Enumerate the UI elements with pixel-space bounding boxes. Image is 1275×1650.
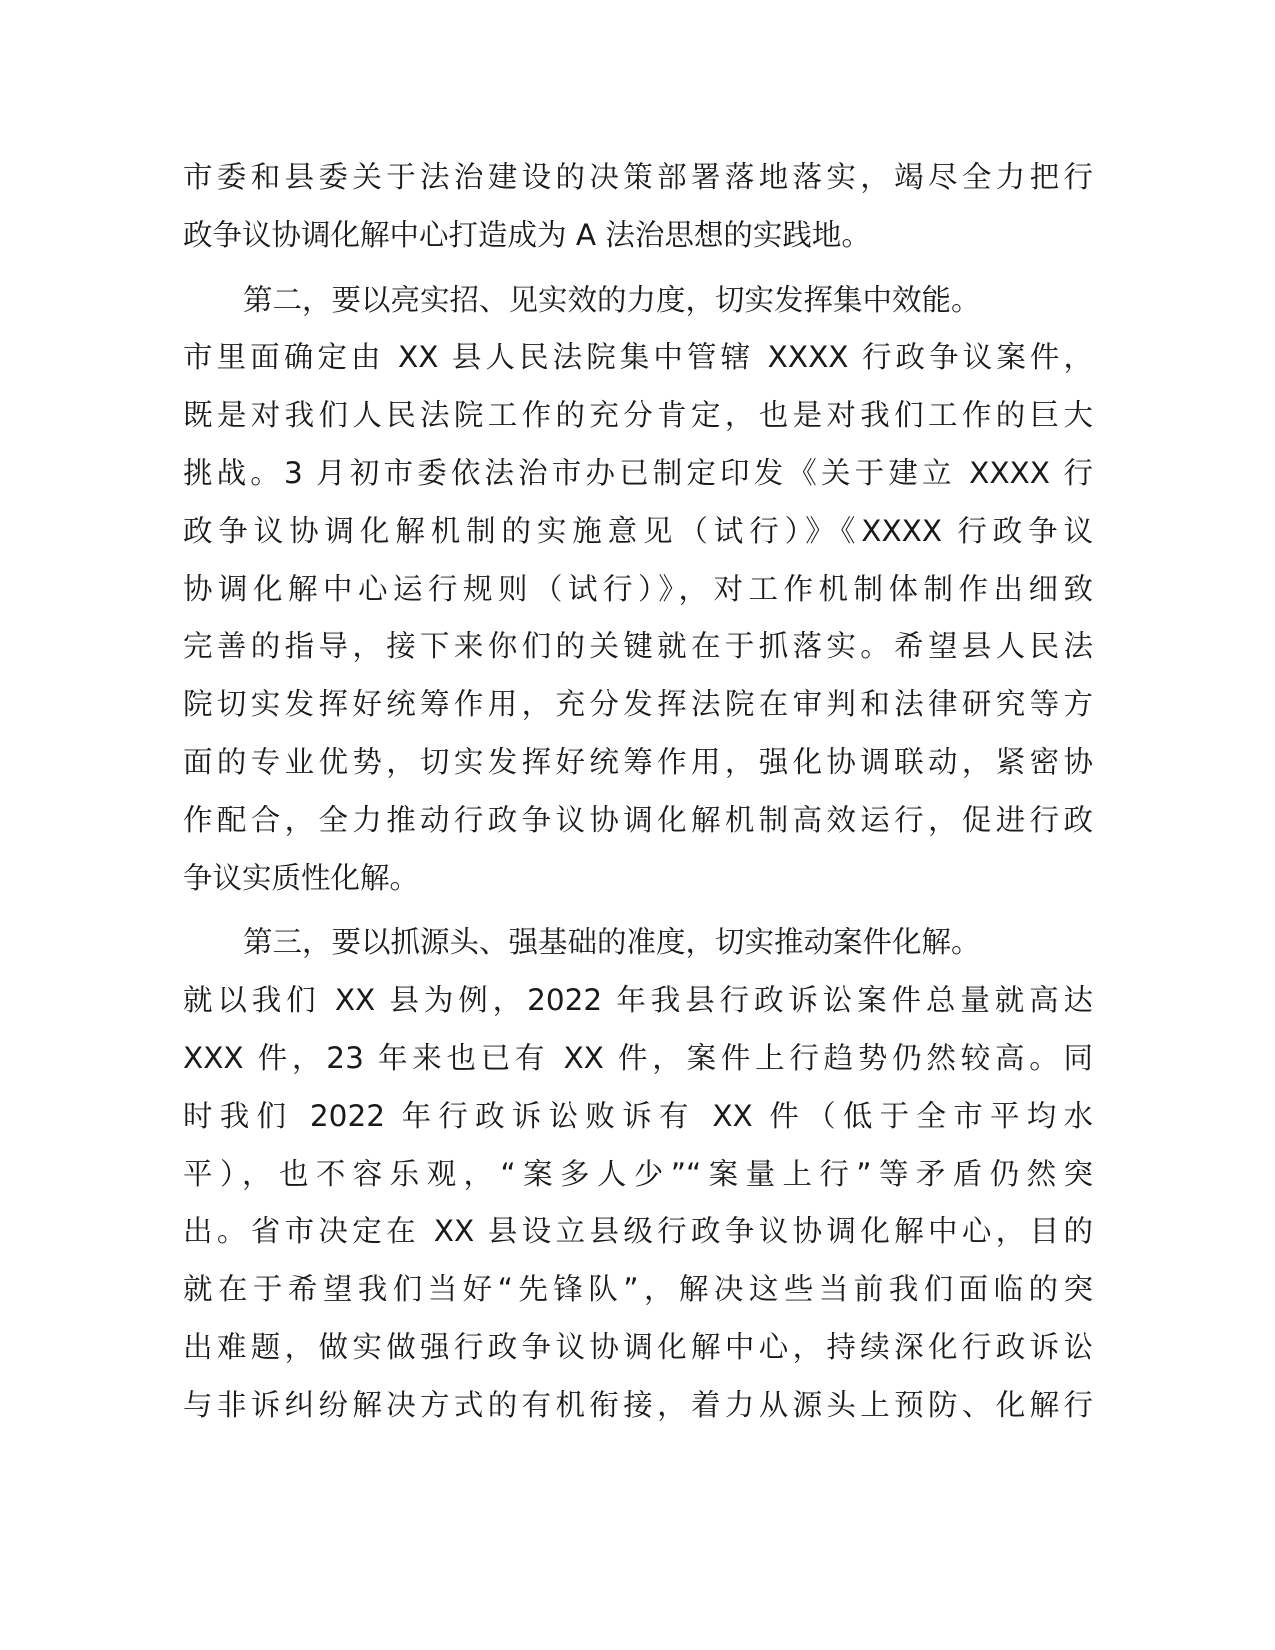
text-line: 市里面确定由 XX 县人民法院集中管辖 XXXX 行政争议案件，	[183, 340, 1093, 375]
text-line: 完善的指导，接下来你们的关键就在于抓落实。希望县人民法	[183, 629, 1093, 664]
text-line: 出。省市决定在 XX 县设立县级行政争议协调化解中心，目的	[183, 1214, 1093, 1249]
text-line: XXX 件，23 年来也已有 XX 件，案件上行趋势仍然较高。同	[183, 1040, 1093, 1075]
paragraph-2	[183, 272, 1093, 908]
text-line: 与非诉纠纷解决方式的有机衔接，着力从源头上预防、化解行	[183, 1387, 1093, 1422]
text-line: 协调化解中心运行规则（试行）》，对工作机制体制作出细致	[183, 571, 1093, 606]
text-line: 平），也不容乐观，“案多人少”“案量上行”等矛盾仍然突	[183, 1156, 1093, 1191]
text-line: 就在于希望我们当好“先锋队”，解决这些当前我们面临的突	[183, 1272, 1093, 1307]
text-line: 挑战。3 月初市委依法治市办已制定印发《关于建立 XXXX 行	[183, 455, 1093, 490]
text-line: 作配合，全力推动行政争议协调化解机制高效运行，促进行政	[183, 802, 1093, 837]
text-line: 争议实质性化解。	[183, 860, 420, 895]
text-line: 面的专业优势，切实发挥好统筹作用，强化协调联动，紧密协	[183, 744, 1093, 779]
text-line: 政争议协调化解机制的实施意见（试行）》《XXXX 行政争议	[183, 513, 1093, 548]
text-line: 政争议协调化解中心打造成为 A 法治思想的实践地。	[183, 217, 871, 252]
text-line: 出难题，做实做强行政争议协调化解中心，持续深化行政诉讼	[183, 1329, 1093, 1364]
document-body	[183, 149, 1093, 1435]
paragraph-1	[183, 149, 1093, 265]
text-line: 市委和县委关于法治建设的决策部署落地落实，竭尽全力把行	[183, 160, 1093, 194]
text-line: 就以我们 XX 县为例，2022 年我县行政诉讼案件总量就高达	[183, 983, 1093, 1018]
text-line: 院切实发挥好统筹作用，充分发挥法院在审判和法律研究等方	[183, 687, 1093, 722]
text-line: 第三，要以抓源头、强基础的准度，切实推动案件化解。	[243, 925, 981, 960]
text-line: 时我们 2022 年行政诉讼败诉有 XX 件（低于全市平均水	[183, 1098, 1093, 1133]
text-line: 第二，要以亮实招、见实效的力度，切实发挥集中效能。	[243, 282, 981, 317]
text-line: 既是对我们人民法院工作的充分肯定，也是对我们工作的巨大	[183, 398, 1093, 433]
paragraph-3	[183, 914, 1093, 1434]
